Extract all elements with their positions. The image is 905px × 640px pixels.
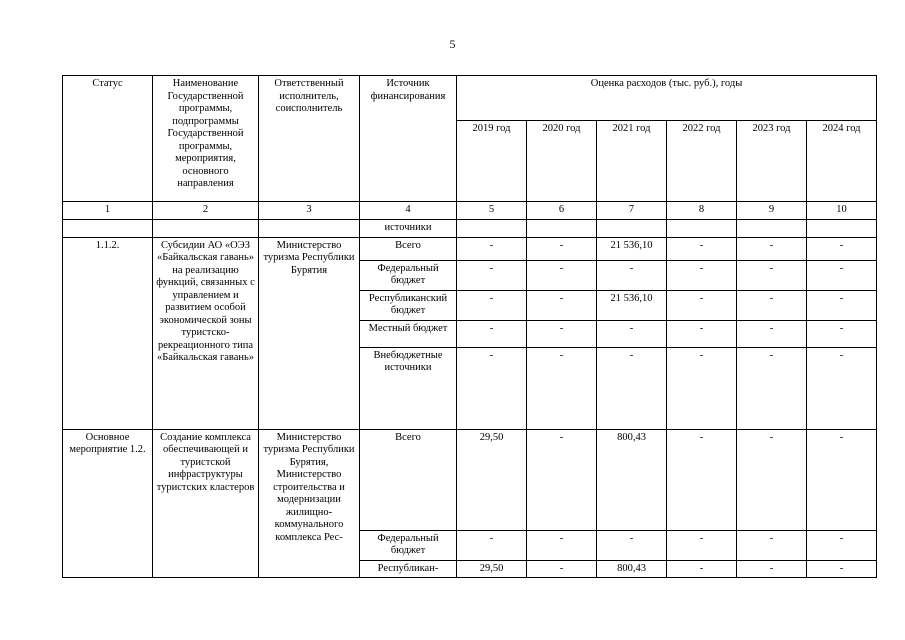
table-cell [737,219,807,237]
table-cell [667,219,737,237]
value-cell: - [807,429,877,530]
value-cell: - [457,290,527,320]
header-row [63,76,877,121]
value-cell: - [737,347,807,429]
value-cell: - [527,429,597,530]
value-cell: - [667,260,737,290]
header-status: Статус [63,76,153,202]
value-cell: 800,43 [597,560,667,578]
table-row [63,429,877,530]
column-number-row [63,202,877,220]
responsible-cell: Министерство туризма Республики Бурятия, Министерство строительства и модернизации жилищно-коммунального комплекса Рес- [259,429,360,578]
table-cell [153,219,259,237]
source-cell: Всего [360,237,457,260]
value-cell: - [457,347,527,429]
value-cell: - [457,530,527,560]
header-responsible: Ответственный исполнитель, соисполнитель [259,76,360,202]
value-cell: - [737,530,807,560]
page-number: 5 [449,37,456,51]
table-row [63,237,877,260]
value-cell: - [667,320,737,347]
value-cell: - [597,347,667,429]
column-number: 8 [667,202,737,220]
header-year: 2020 год [527,121,597,202]
value-cell: - [807,347,877,429]
source-cell: Всего [360,429,457,530]
column-number: 2 [153,202,259,220]
value-cell: - [737,429,807,530]
value-cell: - [527,320,597,347]
value-cell: - [807,530,877,560]
column-number: 7 [597,202,667,220]
source-cell: Республикан- [360,560,457,578]
value-cell: - [667,347,737,429]
table-cell [597,219,667,237]
source-cell: Республиканский бюджет [360,290,457,320]
value-cell: - [597,530,667,560]
responsible-cell: Министерство туризма Республики Бурятия [259,237,360,429]
header-year: 2023 год [737,121,807,202]
source-cell: Федеральный бюджет [360,260,457,290]
column-number: 9 [737,202,807,220]
source-cell: источники [360,219,457,237]
status-cell: 1.1.2. [63,237,153,429]
value-cell: - [667,429,737,530]
value-cell: - [527,530,597,560]
value-cell: - [807,320,877,347]
source-cell: Федеральный бюджет [360,530,457,560]
value-cell: - [737,560,807,578]
value-cell: 29,50 [457,429,527,530]
value-cell: - [457,237,527,260]
value-cell: - [667,237,737,260]
value-cell: - [457,320,527,347]
value-cell: - [737,260,807,290]
continuation-row [63,219,877,237]
table-cell [527,219,597,237]
header-estimate: Оценка расходов (тыс. руб.), годы [457,76,877,121]
value-cell: - [597,260,667,290]
value-cell: - [737,237,807,260]
table-cell [457,219,527,237]
value-cell: - [597,320,667,347]
value-cell: - [667,290,737,320]
header-program-name: Наименование Государственной программы, подпрограммы Государственной программы, мероприятия, основного направления [153,76,259,202]
value-cell: - [527,260,597,290]
value-cell: - [527,290,597,320]
column-number: 5 [457,202,527,220]
value-cell: - [737,290,807,320]
value-cell: - [807,260,877,290]
value-cell: 800,43 [597,429,667,530]
expenditure-table [62,75,877,578]
column-number: 10 [807,202,877,220]
value-cell: - [807,237,877,260]
header-year: 2021 год [597,121,667,202]
value-cell: 29,50 [457,560,527,578]
table-cell [259,219,360,237]
source-cell: Местный бюджет [360,320,457,347]
column-number: 3 [259,202,360,220]
table-cell [807,219,877,237]
value-cell: - [527,560,597,578]
column-number: 1 [63,202,153,220]
value-cell: - [527,237,597,260]
value-cell: - [457,260,527,290]
value-cell: - [527,347,597,429]
program-name-cell: Создание комплекса обеспечивающей и туристской инфраструктуры туристских кластеров [153,429,259,578]
header-source: Источник финансирования [360,76,457,202]
column-number: 4 [360,202,457,220]
header-year: 2022 год [667,121,737,202]
column-number: 6 [527,202,597,220]
program-name-cell: Субсидии АО «ОЭЗ «Байкальская гавань» на реализацию функций, связанных с управлением и развитием особой экономической зоны туристско-рекреационного типа «Байкальская гавань» [153,237,259,429]
value-cell: 21 536,10 [597,237,667,260]
value-cell: - [807,290,877,320]
status-cell: Основное мероприятие 1.2. [63,429,153,578]
value-cell: - [737,320,807,347]
source-cell: Внебюджетные источники [360,347,457,429]
header-year: 2019 год [457,121,527,202]
table-cell [63,219,153,237]
value-cell: - [667,560,737,578]
value-cell: 21 536,10 [597,290,667,320]
value-cell: - [667,530,737,560]
value-cell: - [807,560,877,578]
header-year: 2024 год [807,121,877,202]
